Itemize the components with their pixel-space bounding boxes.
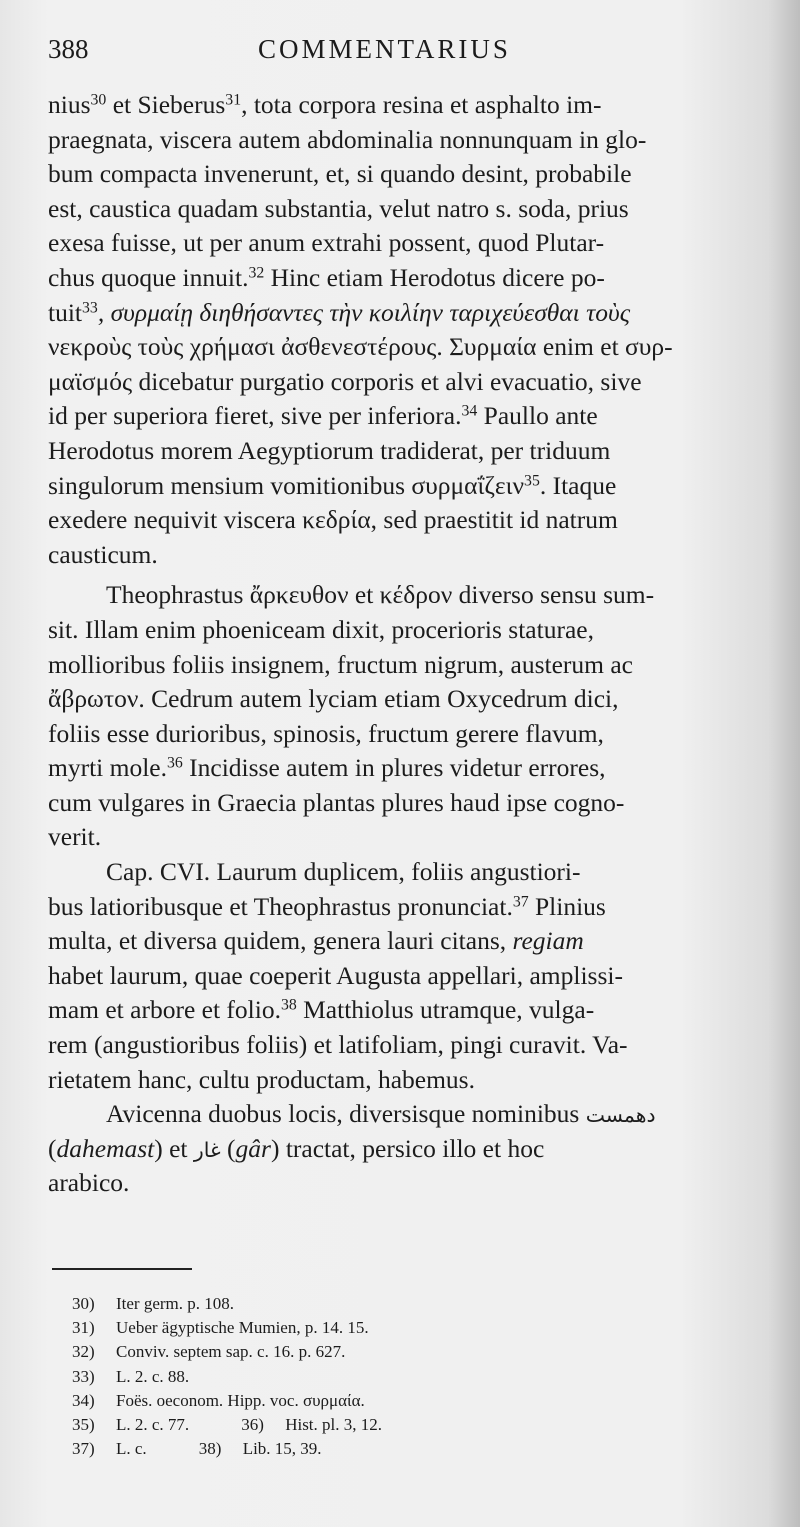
text-line	[48, 1166, 760, 1201]
text-run: tuit	[48, 297, 83, 327]
text-run: (	[220, 1133, 236, 1163]
footnote-ref: 37	[512, 892, 529, 910]
text-run: verit.	[48, 822, 102, 852]
footnote-text: Lib. 15, 39.	[242, 1439, 322, 1459]
text-line	[48, 538, 760, 573]
text-run: Theophrastus ἄρκευθον et κέδρον diverso sensu sum-	[106, 580, 655, 610]
text-run: foliis esse durioribus, spinosis, fructum gerere flavum,	[48, 718, 604, 748]
footnote-number: 34)	[72, 1390, 95, 1410]
footnote-ref: 30	[90, 91, 107, 109]
footnote	[72, 1437, 532, 1461]
italic-word: regiam	[512, 926, 584, 956]
text-line	[48, 226, 760, 261]
text-run: habet laurum, quae coeperit Augusta appellari, amplissi-	[48, 960, 623, 990]
text-run: μαϊσμός dicebatur purgatio corporis et alvi evacuatio, sive	[48, 366, 642, 396]
text-run: mam et arbore et folio.	[48, 995, 281, 1025]
text-run: ) et	[154, 1133, 194, 1163]
page-number: 388	[48, 34, 89, 64]
text-run: multa, et diversa quidem, genera lauri citans,	[48, 926, 513, 956]
text-run: singulorum mensium vomitionibus συρμαΐζειν	[48, 470, 525, 500]
text-run: ἄβρωτον. Cedrum autem lyciam etiam Oxycedrum dici,	[48, 684, 619, 714]
text-run: nius	[48, 90, 91, 119]
main-text	[48, 88, 760, 1201]
text-line	[48, 786, 760, 821]
text-run: , tota corpora resina et asphalto im-	[241, 90, 602, 119]
text-line	[48, 682, 760, 717]
footnote-text: Iter germ. p. 108.	[116, 1294, 235, 1313]
footnote-number: 37)	[72, 1439, 95, 1459]
text-run: Herodotus morem Aegyptiorum tradiderat, per triduum	[48, 435, 611, 465]
footnote	[72, 1413, 532, 1437]
text-run: ) tractat, persico illo et hoc	[270, 1133, 545, 1163]
text-line	[48, 469, 760, 504]
footnote-ref: 35	[524, 471, 540, 489]
text-run: exedere nequivit viscera κεδρία, sed praestitit id natrum	[48, 505, 618, 535]
text-line	[48, 157, 760, 192]
footnote-number: 38)	[198, 1439, 222, 1459]
running-title: COMMENTARIUS	[258, 34, 511, 64]
text-run: id per superiora fieret, sive per inferiora.	[48, 401, 462, 431]
text-line	[48, 503, 760, 538]
text-run: praegnata, viscera autem abdominalia nonnunquam in glo-	[48, 124, 647, 154]
text-run: rietatem hanc, cultu productam, habemus.	[48, 1064, 475, 1094]
footnote-text: L. 2. c. 77.	[116, 1415, 190, 1435]
text-line	[48, 890, 760, 925]
transliteration: gâr	[235, 1133, 271, 1163]
text-line	[48, 261, 760, 296]
text-run: arabico.	[48, 1168, 130, 1198]
footnote-ref: 31	[225, 91, 242, 109]
text-run: Paullo ante	[477, 401, 598, 431]
text-run: rem (angustioribus foliis) et latifoliam, pingi curavit. Va-	[48, 1030, 628, 1060]
footnote-number: 36)	[241, 1415, 264, 1435]
footnote-text: Hist. pl. 3, 12.	[285, 1415, 382, 1435]
text-line	[48, 959, 760, 994]
text-line	[48, 88, 760, 123]
text-line	[48, 192, 760, 227]
text-run: Cap. CVI. Laurum duplicem, foliis angustiori-	[106, 857, 581, 887]
text-run: mollioribus foliis insignem, fructum nigrum, austerum ac	[48, 649, 633, 679]
text-run: cum vulgares in Graecia plantas plures haud ipse cogno-	[48, 787, 625, 817]
text-line	[48, 123, 760, 158]
page-header	[48, 34, 760, 74]
footnote-number: 30)	[72, 1294, 95, 1313]
text-run: exesa fuisse, ut per anum extrahi possent, quod Plutar-	[48, 228, 605, 258]
footnote	[72, 1340, 532, 1364]
footnote-ref: 34	[461, 402, 478, 420]
text-run: Incidisse autem in plures videtur errores,	[182, 753, 606, 783]
text-line	[48, 578, 760, 613]
footnote-number: 33)	[72, 1366, 95, 1386]
text-run: Matthiolus utramque, vulga-	[296, 995, 595, 1025]
text-run: bus latioribusque et Theophrastus pronunciat.	[48, 891, 513, 921]
text-line	[48, 330, 760, 365]
text-line	[48, 751, 760, 786]
footnote-text: Ueber ägyptische Mumien, p. 14. 15.	[116, 1318, 369, 1338]
text-line	[48, 820, 760, 855]
text-line	[48, 399, 760, 434]
text-line	[48, 1063, 760, 1098]
text-run: est, caustica quadam substantia, velut natro s. soda, prius	[48, 193, 629, 223]
text-run: νεκροὺς τοὺς χρήμασι ἀσθενεστέρους. Συρμαία enim et συρ-	[48, 332, 673, 362]
footnote-ref: 36	[166, 754, 183, 772]
footnote-ref: 38	[280, 996, 297, 1014]
text-run: bum compacta invenerunt, et, si quando desint, probabile	[48, 159, 632, 189]
text-line	[48, 365, 760, 400]
text-line	[48, 613, 760, 648]
text-line	[48, 434, 760, 469]
text-run: sit. Illam enim phoeniceam dixit, procerioris staturae,	[48, 614, 594, 644]
footnote-text: L. 2. c. 88.	[116, 1366, 190, 1386]
footnote-text: Conviv. septem sap. c. 16. p. 627.	[116, 1342, 346, 1362]
text-line	[48, 648, 760, 683]
text-line	[48, 1028, 760, 1063]
transliteration: dahemast	[56, 1133, 155, 1163]
text-line	[48, 924, 760, 959]
text-run: . Itaque	[539, 470, 617, 500]
footnotes	[72, 1292, 532, 1461]
footnote	[72, 1389, 532, 1413]
text-run: Hinc etiam Herodotus dicere po-	[264, 262, 605, 292]
footnote-text: Foës. oeconom. Hipp. voc. συρμαία.	[116, 1390, 365, 1410]
text-run: myrti mole.	[48, 753, 167, 783]
text-line	[48, 717, 760, 752]
text-line	[48, 296, 760, 331]
footnote-ref: 32	[248, 264, 265, 282]
footnote-divider	[52, 1268, 192, 1270]
arabic-word: غار	[193, 1137, 221, 1162]
footnote	[72, 1365, 532, 1389]
footnote-number: 31)	[72, 1318, 95, 1338]
text-run: et Sieberus	[106, 90, 226, 119]
text-line	[48, 993, 760, 1028]
footnote-number: 32)	[72, 1342, 95, 1362]
text-run: Avicenna duobus locis, diversisque nominibus	[106, 1099, 586, 1129]
footnote	[72, 1316, 532, 1340]
footnote-ref: 33	[82, 298, 98, 316]
text-line	[48, 1097, 760, 1132]
arabic-word: دهمست	[585, 1103, 656, 1128]
greek-run: , συρμαίῃ διηθήσαντες τὴν κοιλίην ταριχεύεσθαι τοὺς	[97, 297, 631, 327]
text-run: causticum.	[48, 539, 158, 569]
text-line	[48, 1132, 760, 1167]
footnote-text: L. c.	[116, 1439, 147, 1459]
text-line	[48, 855, 760, 890]
text-run: chus quoque innuit.	[48, 262, 249, 292]
text-run: Plinius	[528, 891, 606, 921]
footnote	[72, 1292, 532, 1316]
footnote-number: 35)	[72, 1415, 95, 1435]
text-run: (	[48, 1133, 57, 1163]
